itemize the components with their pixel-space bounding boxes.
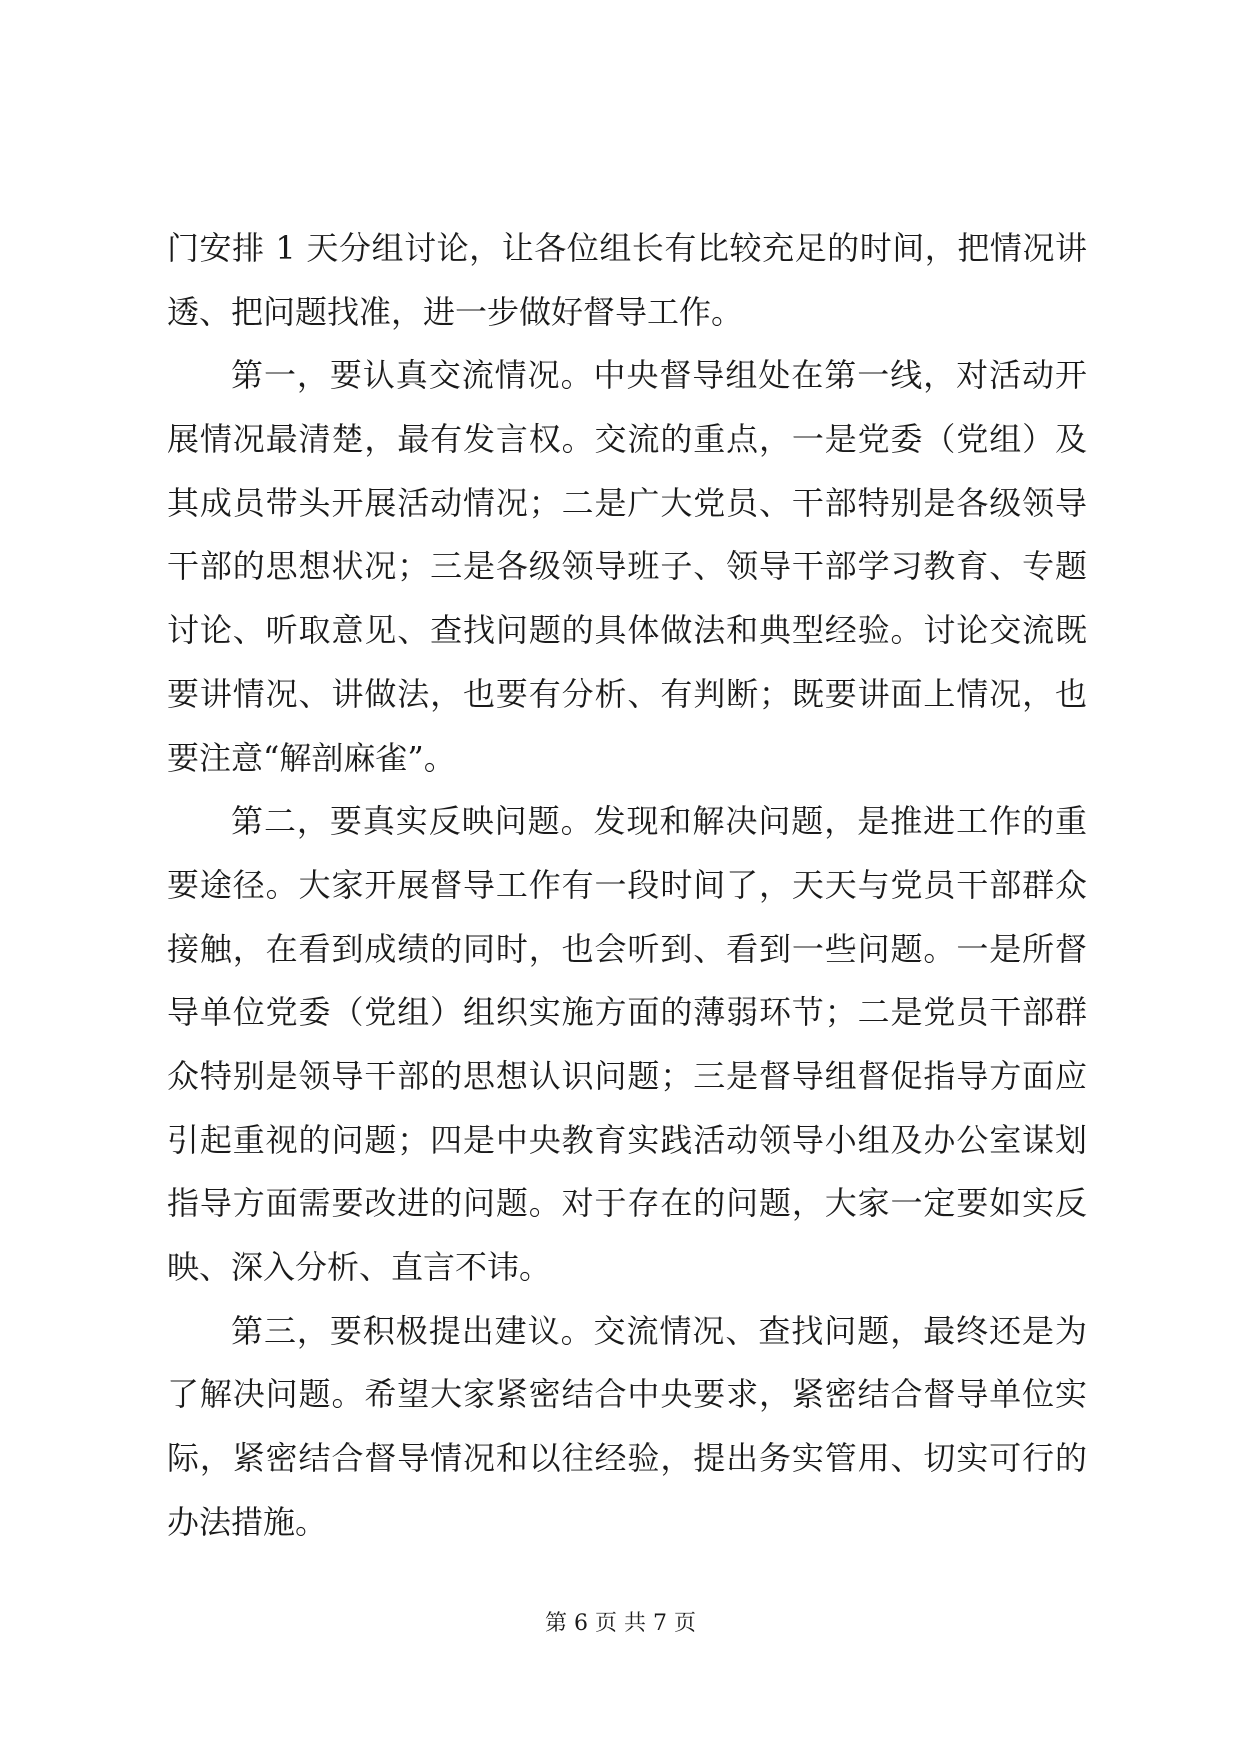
page-number-footer: 第 6 页 共 7 页	[545, 1611, 696, 1636]
text-line: 导单位党委（党组）组织实施方面的薄弱环节；二是党员干部群	[167, 993, 1087, 1032]
text-line: 际，紧密结合督导情况和以往经验，提出务实管用、切实可行的	[167, 1439, 1087, 1478]
text-line: 引起重视的问题；四是中央教育实践活动领导小组及办公室谋划	[167, 1120, 1087, 1159]
text-line: 众特别是领导干部的思想认识问题；三是督导组督促指导方面应	[167, 1056, 1087, 1095]
text-line: 要途径。大家开展督导工作有一段时间了，天天与党员干部群众	[167, 865, 1087, 904]
paragraph-first-line: 第三，要积极提出建议。交流情况、查找问题，最终还是为	[231, 1311, 1087, 1350]
text-line: 透、把问题找准，进一步做好督导工作。	[167, 292, 744, 331]
text-line: 门安排 1 天分组讨论，让各位组长有比较充足的时间，把情况讲	[167, 229, 1087, 267]
text-line: 干部的思想状况；三是各级领导班子、领导干部学习教育、专题	[167, 547, 1087, 586]
text-line: 其成员带头开展活动情况；二是广大党员、干部特别是各级领导	[167, 483, 1087, 522]
text-line: 要讲情况、讲做法，也要有分析、有判断；既要讲面上情况，也	[167, 674, 1087, 713]
text-line: 接触，在看到成绩的同时，也会听到、看到一些问题。一是所督	[167, 929, 1087, 968]
text-line: 讨论、听取意见、查找问题的具体做法和典型经验。讨论交流既	[167, 611, 1087, 650]
text-line: 展情况最清楚，最有发言权。交流的重点，一是党委（党组）及	[167, 420, 1087, 459]
text-line: 要注意“解剖麻雀”。	[167, 738, 456, 777]
text-line: 映、深入分析、直言不讳。	[167, 1248, 552, 1286]
paragraph-first-line: 第二，要真实反映问题。发现和解决问题，是推进工作的重	[231, 802, 1087, 841]
text-line: 了解决问题。希望大家紧密结合中央要求，紧密结合督导单位实	[167, 1375, 1087, 1414]
text-line: 指导方面需要改进的问题。对于存在的问题，大家一定要如实反	[167, 1184, 1087, 1223]
text-line: 办法措施。	[167, 1502, 328, 1541]
paragraph-first-line: 第一，要认真交流情况。中央督导组处在第一线，对活动开	[231, 356, 1087, 395]
document-body	[167, 228, 1087, 1565]
